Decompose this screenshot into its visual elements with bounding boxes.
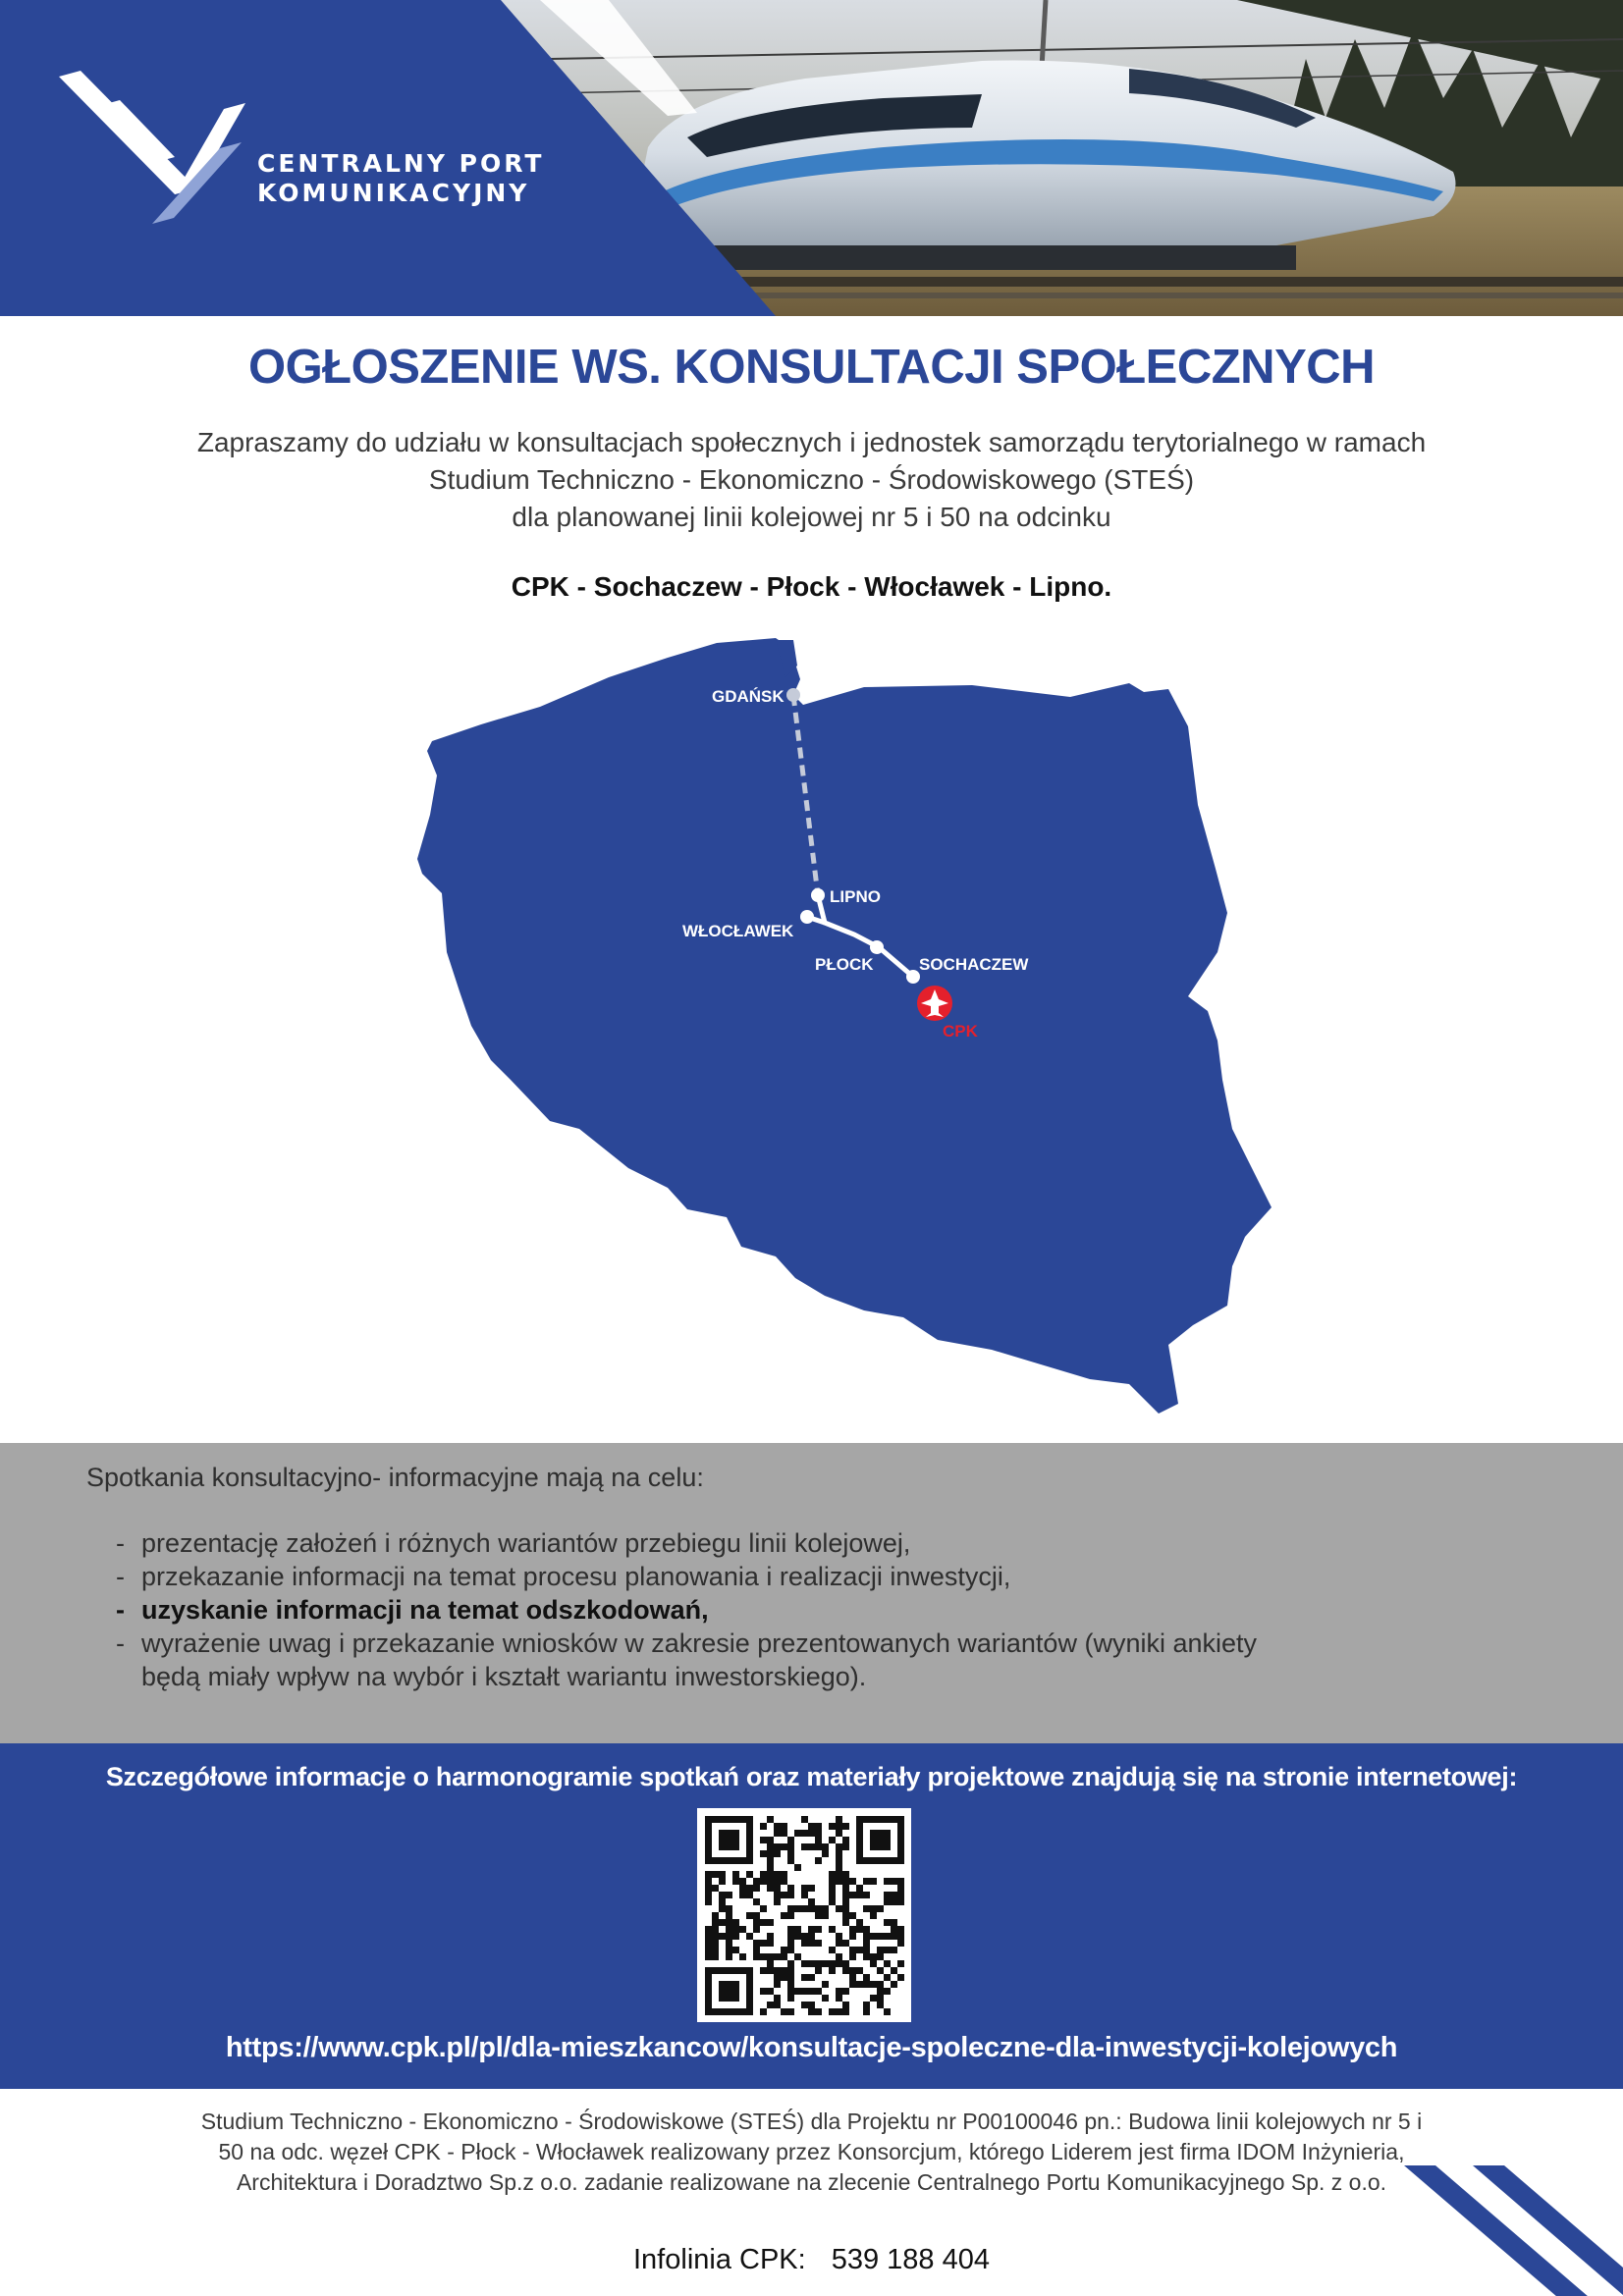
city-label-cpk: CPK <box>943 1022 978 1041</box>
intro-line-2: Studium Techniczno - Ekonomiczno - Środowiskowego (STEŚ) <box>428 464 1195 495</box>
list-item: - przekazanie informacji na temat procesu planowania i realizacji inwestycji, <box>116 1560 1280 1593</box>
poland-shape <box>417 638 1271 1414</box>
city-label-sochaczew: SOCHACZEW <box>919 955 1029 974</box>
list-item: - uzyskanie informacji na temat odszkodowań, <box>116 1593 1280 1627</box>
city-label-lipno: LIPNO <box>830 887 881 906</box>
goals-list <box>116 1526 1280 1693</box>
qr-code[interactable] <box>697 1808 911 2022</box>
city-dot-plock <box>870 940 884 954</box>
poland-map <box>0 618 1623 1443</box>
info-text: Szczegółowe informacje o harmonogramie spotkań oraz materiały projektowe znajdują się na stronie internetowej: <box>105 1762 1518 1791</box>
hotline-number[interactable]: 539 188 404 <box>831 2244 990 2275</box>
city-dot-gdansk <box>786 688 800 702</box>
website-link[interactable]: https://www.cpk.pl/pl/dla-mieszkancow/konsultacje-spoleczne-dla-inwestycji-kolejowych <box>225 2032 1398 2063</box>
train-photo <box>0 0 1623 316</box>
city-dot-sochaczew <box>906 970 920 984</box>
logo-text <box>257 149 544 208</box>
airport-icon <box>917 986 952 1021</box>
city-label-gdansk: GDAŃSK <box>712 687 784 706</box>
qr-code-graphic <box>697 1808 911 2022</box>
intro-text <box>0 424 1623 536</box>
route-line: CPK - Sochaczew - Płock - Włocławek - Lipno. <box>511 571 1112 602</box>
header-banner <box>0 0 1623 316</box>
decorative-stripes <box>1375 2140 1623 2296</box>
intro-line-1: Zapraszamy do udziału w konsultacjach społecznych i jednostek samorządu terytorialnego w ramach <box>196 427 1427 457</box>
list-item: - wyrażenie uwag i przekazanie wniosków w zakresie prezentowanych wariantów (wyniki ankiety będą miały wpływ na wybór i kształt wariantu inwestorskiego). <box>116 1627 1280 1693</box>
logo-line-1: CENTRALNY PORT <box>257 149 545 178</box>
hotline-label: Infolinia CPK: <box>633 2244 806 2275</box>
intro-line-3: dla planowanej linii kolejowej nr 5 i 50 na odcinku <box>512 502 1111 532</box>
logo-line-2: KOMUNIKACYJNY <box>257 179 530 207</box>
city-label-wloclawek: WŁOCŁAWEK <box>682 922 794 940</box>
page-title: OGŁOSZENIE WS. KONSULTACJI SPOŁECZNYCH <box>247 341 1376 394</box>
footer-text: Studium Techniczno - Ekonomiczno - Środowiskowe (STEŚ) dla Projektu nr P00100046 pn.: Budowa linii kolejowych nr 5 i 50 na odc. węzeł CPK - Płock - Włocławek realizowany przez Konsorcjum, którego Liderem jest firma IDOM Inżynieria, Architektura i Doradztwo Sp.z o.o. zadanie realizowane na zlecenie Centralnego Portu Komunikacyjnego Sp. z o.o. <box>200 2109 1423 2195</box>
city-label-plock: PŁOCK <box>815 955 874 974</box>
city-dot-wloclawek <box>800 910 814 924</box>
list-item: - prezentację założeń i różnych wariantów przebiegu linii kolejowej, <box>116 1526 1280 1560</box>
city-dot-lipno <box>811 888 825 902</box>
goals-intro: Spotkania konsultacyjno- informacyjne mają na celu: <box>86 1463 704 1492</box>
